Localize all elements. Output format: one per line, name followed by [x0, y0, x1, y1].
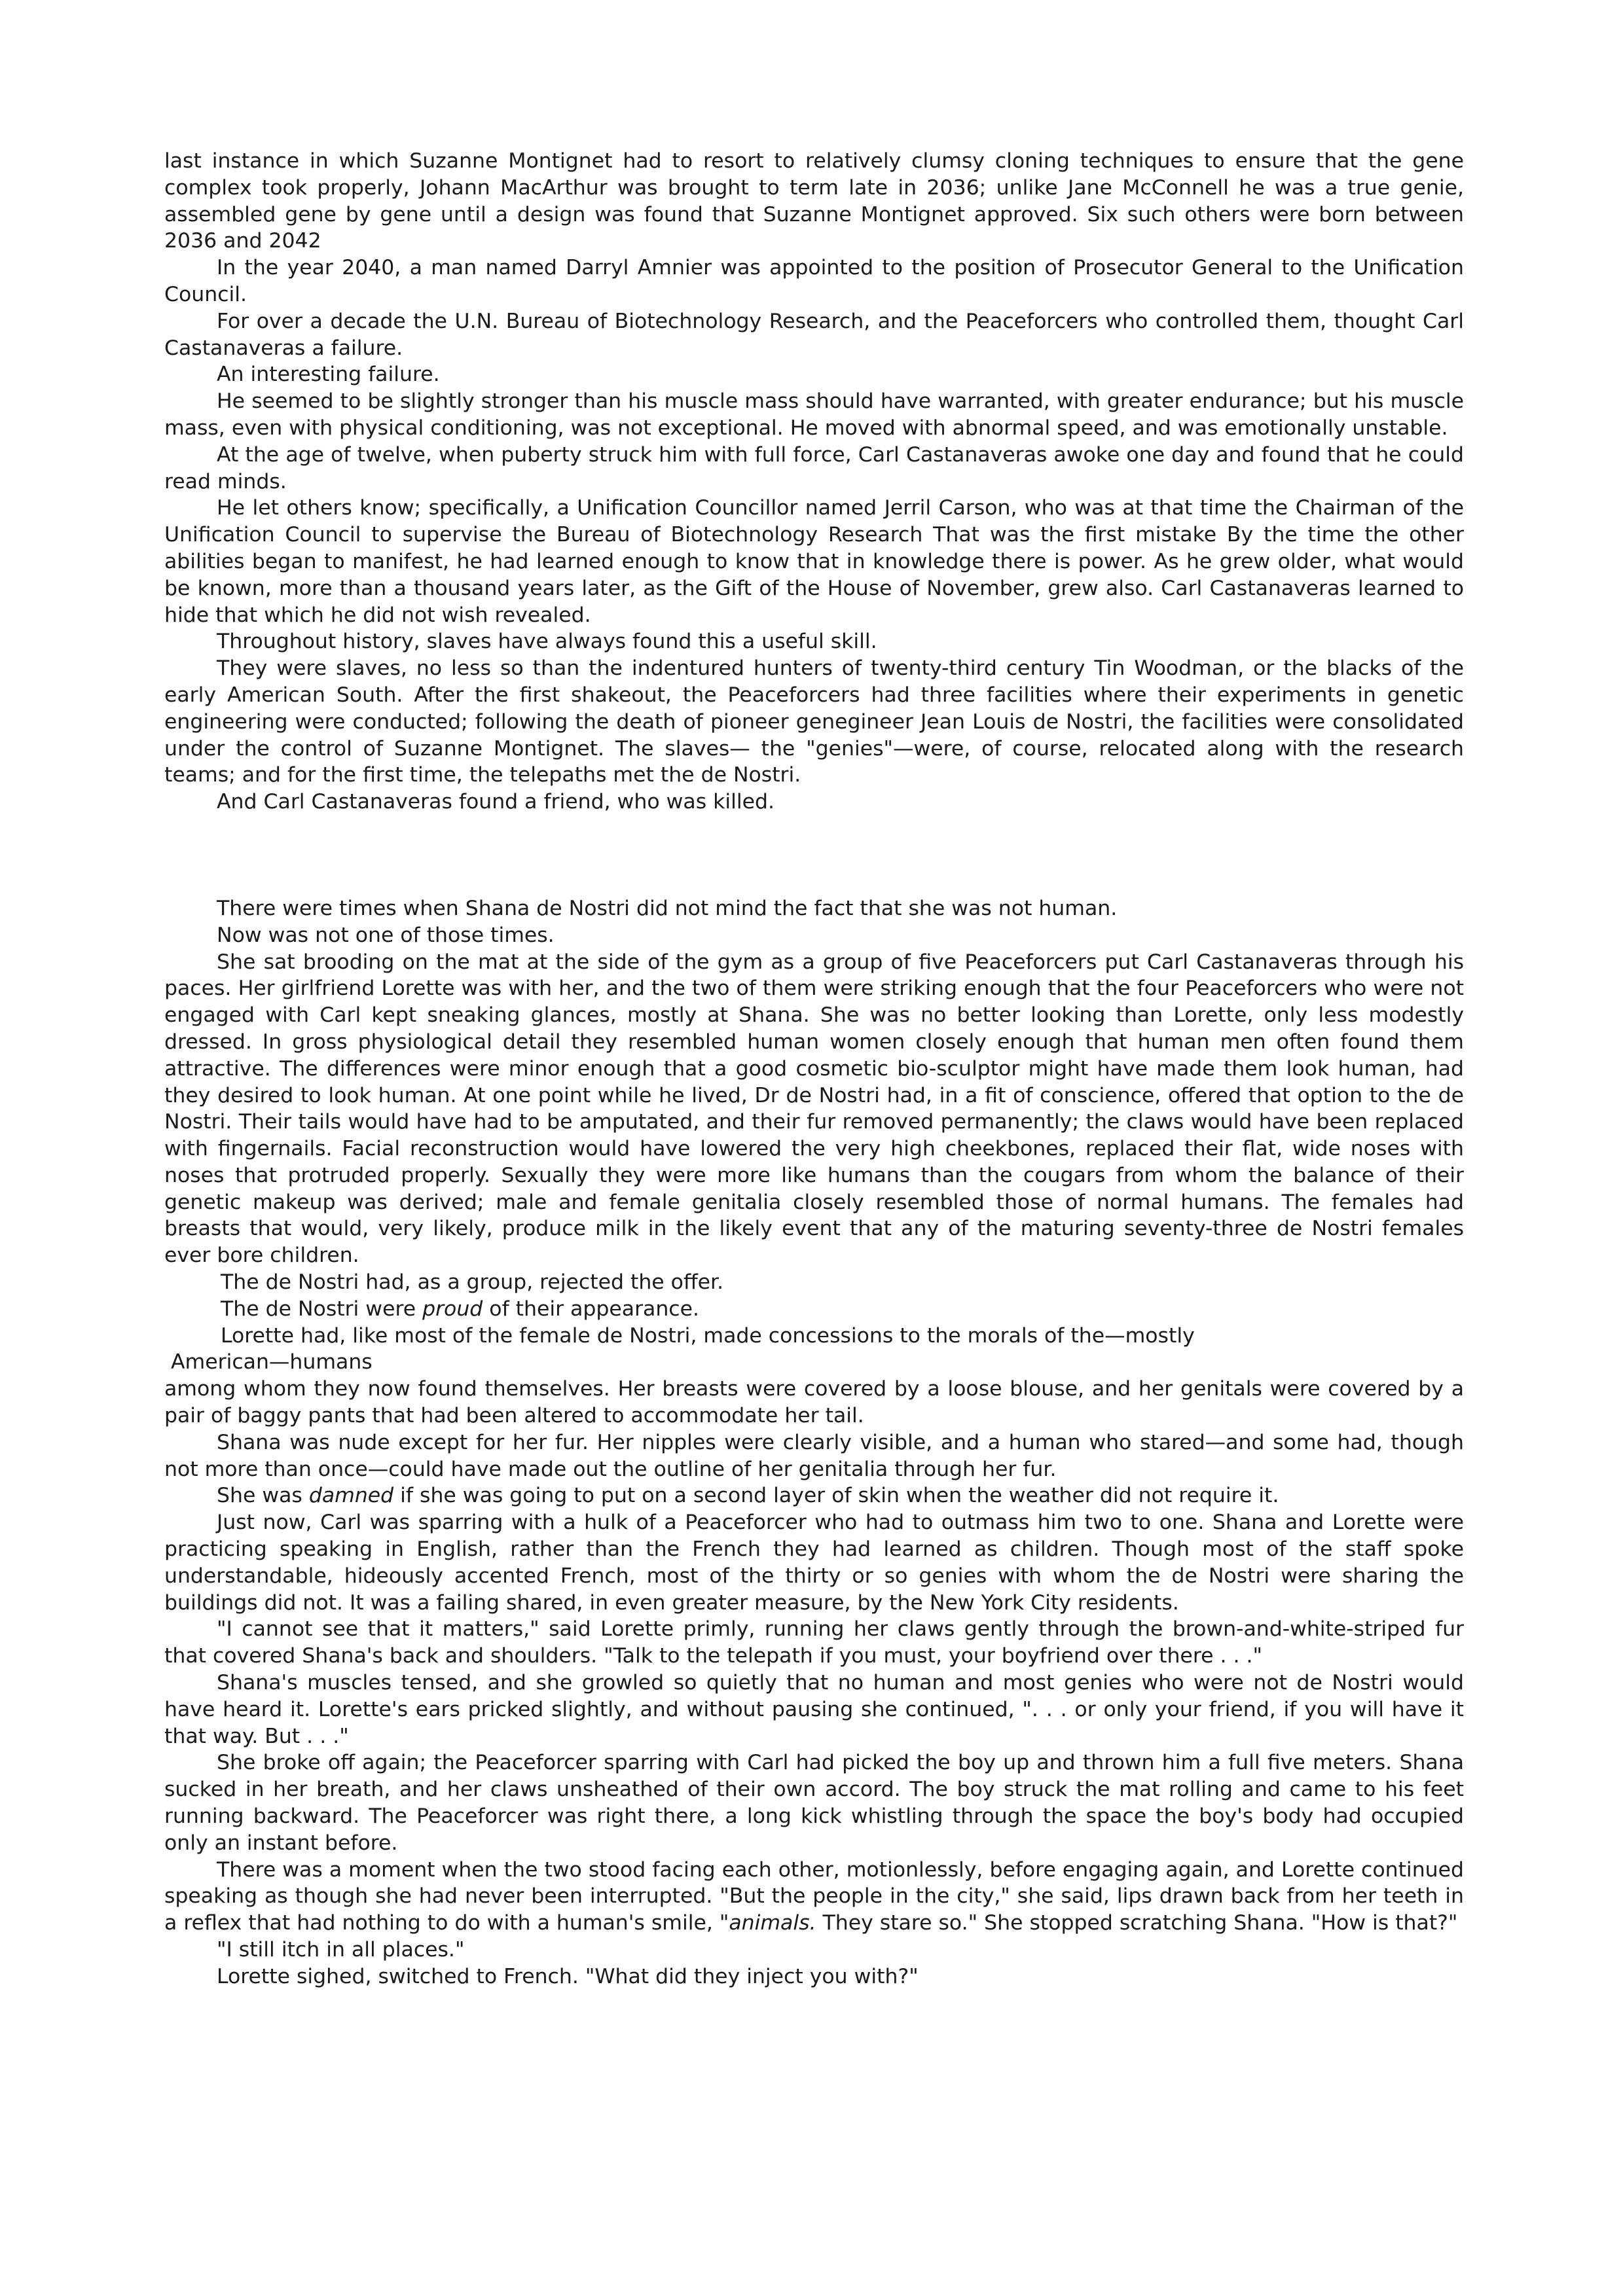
paragraph: And Carl Castanaveras found a friend, who was killed.: [217, 790, 775, 814]
paragraph: An interesting failure.: [217, 363, 440, 387]
paragraph: Shana's muscles tensed, and she growled so quietly that no human and most genies who were not de Nostri would have heard it. Lorette's ears pricked slightly, and without pausing she continued, ". . . or only your friend, if you will have it that way. But . . .": [164, 1671, 1464, 1748]
paragraph: There were times when Shana de Nostri did not mind the fact that she was not human.: [217, 896, 1118, 920]
paragraph: Lorette had, like most of the female de Nostri, made concessions to the morals of the—mostly: [221, 1323, 1195, 1348]
paragraph: At the age of twelve, when puberty struck him with full force, Carl Castanaveras awoke one day and found that he could read minds.: [164, 442, 1464, 493]
text-run: She was: [217, 1484, 309, 1508]
paragraph: In the year 2040, a man named Darryl Amnier was appointed to the position of Prosecutor General to the Unification Council.: [164, 256, 1464, 306]
paragraph: Lorette sighed, switched to French. "What did they inject you with?": [217, 1964, 919, 1988]
text-run: of their appearance.: [483, 1297, 700, 1321]
paragraph: He let others know; specifically, a Unification Councillor named Jerril Carson, who was at that time the Chairman of the Unification Council to supervise the Bureau of Biotechnology Research That was the first mistake By the time the other abilities began to manifest, he had learned enough to know that in knowledge there is power. As he grew older, what would be known, more than a thousand years later, as the Gift of the House of November, grew also. Carl Castanaveras learned to hide that which he did not wish revealed.: [164, 496, 1464, 627]
paragraph: [164, 1482, 1464, 1509]
paragraph: Now was not one of those times.: [217, 923, 555, 947]
paragraph: He seemed to be slightly stronger than his muscle mass should have warranted, with greater endurance; but his muscle mass, even with physical conditioning, was not exceptional. He moved with abnormal speed, and was emotionally unstable.: [164, 389, 1464, 440]
paragraph: Throughout history, slaves have always found this a useful skill.: [217, 630, 877, 654]
paragraph: The de Nostri had, as a group, rejected the offer.: [221, 1270, 724, 1295]
paragraph-continuation: American—humans: [171, 1350, 373, 1374]
paragraph: Just now, Carl was sparring with a hulk of a Peaceforcer who had to outmass him two to one. Shana and Lorette were practicing speaking in English, rather than the French they had learned as children. Though most of the staff spoke understandable, hideously accented French, most of the thirty or so genies with whom the de Nostri were sharing the buildings did not. It was a failing shared, in even greater measure, by the New York City residents.: [164, 1511, 1464, 1615]
text-run: The de Nostri were: [221, 1297, 423, 1321]
paragraph: They were slaves, no less so than the indentured hunters of twenty-third century Tin Woodman, or the blacks of the early American South. After the first shakeout, the Peaceforcers had three facilities where their experiments in genetic engineering were conducted; following the death of pioneer genegineer Jean Louis de Nostri, the facilities were consolidated under the control of Suzanne Montignet. The slaves— the "genies"—were, of course, relocated along with the research teams; and for the first time, the telepaths met the de Nostri.: [164, 656, 1464, 787]
paragraph: She sat brooding on the mat at the side of the gym as a group of five Peaceforcers put Carl Castanaveras through his paces. Her girlfriend Lorette was with her, and the two of them were striking enough that the four Peaceforcers who were not engaged with Carl kept sneaking glances, mostly at Shana. She was no better looking than Lorette, only less modestly dressed. In gross physiological detail they resembled human women closely enough that human men often found them attractive. The differences were minor enough that a good cosmetic bio-sculptor might have made them look human, had they desired to look human. At one point while he lived, Dr de Nostri had, in a fit of conscience, offered that option to the de Nostri. Their tails would have had to be amputated, and their fur removed permanently; the claws would have been replaced with fingernails. Facial reconstruction would have lowered the very high cheekbones, replaced their flat, wide noses with noses that protruded properly. Sexually they were more like humans than the cougars from whom the balance of their genetic makeup was derived; male and female genitalia closely resembled those of normal humans. The females had breasts that would, very likely, produce milk in the likely event that any of the maturing seventy-three de Nostri females ever bore children.: [164, 950, 1464, 1268]
paragraph: [164, 1296, 1464, 1323]
emphasis: "animals.: [719, 1911, 816, 1935]
paragraph: For over a decade the U.N. Bureau of Biotechnology Research, and the Peaceforcers who controlled them, thought Carl Castanaveras a failure.: [164, 309, 1464, 360]
paragraph: "I still itch in all places.": [217, 1938, 465, 1962]
paragraph: Shana was nude except for her fur. Her nipples were clearly visible, and a human who stared—and some had, though not more than once—could have made out the outline of her genitalia through her fur.: [164, 1430, 1464, 1481]
book-page: [164, 148, 1464, 1990]
emphasis: damned: [308, 1484, 394, 1508]
paragraph: [164, 1857, 1464, 1937]
section-break: [164, 816, 1464, 895]
paragraph: among whom they now found themselves. Her breasts were covered by a loose blouse, and her genitals were covered by a pair of baggy pants that had been altered to accommodate her tail.: [164, 1377, 1464, 1428]
paragraph: last instance in which Suzanne Montignet had to resort to relatively clumsy cloning techniques to ensure that the gene complex took properly, Johann MacArthur was brought to term late in 2036; unlike Jane McConnell he was a true genie, assembled gene by gene until a design was found that Suzanne Montignet approved. Six such others were born between 2036 and 2042: [164, 149, 1464, 253]
text-run: There was a moment when the two stood facing each other, motionlessly, before engaging again, and Lorette continued speaking as though she had never been interrupted. "But the people in the city," she said, lips drawn back from her teeth in a reflex that had nothing to do with a human's smile,: [164, 1857, 1464, 1935]
paragraph: She broke off again; the Peaceforcer sparring with Carl had picked the boy up and thrown him a full five meters. Shana sucked in her breath, and her claws unsheathed of their own accord. The boy struck the mat rolling and came to his feet running backward. The Peaceforcer was right there, a long kick whistling through the space the boy's body had occupied only an instant before.: [164, 1751, 1464, 1855]
text-run: if she was going to put on a second layer of skin when the weather did not require it.: [393, 1484, 1279, 1508]
emphasis: proud: [422, 1297, 483, 1321]
paragraph: "I cannot see that it matters," said Lorette primly, running her claws gently through the brown-and-white-striped fur that covered Shana's back and shoulders. "Talk to the telepath if you must, your boyfriend over there . . .": [164, 1617, 1464, 1668]
text-run: They stare so." She stopped scratching Shana. "How is that?": [816, 1911, 1458, 1935]
